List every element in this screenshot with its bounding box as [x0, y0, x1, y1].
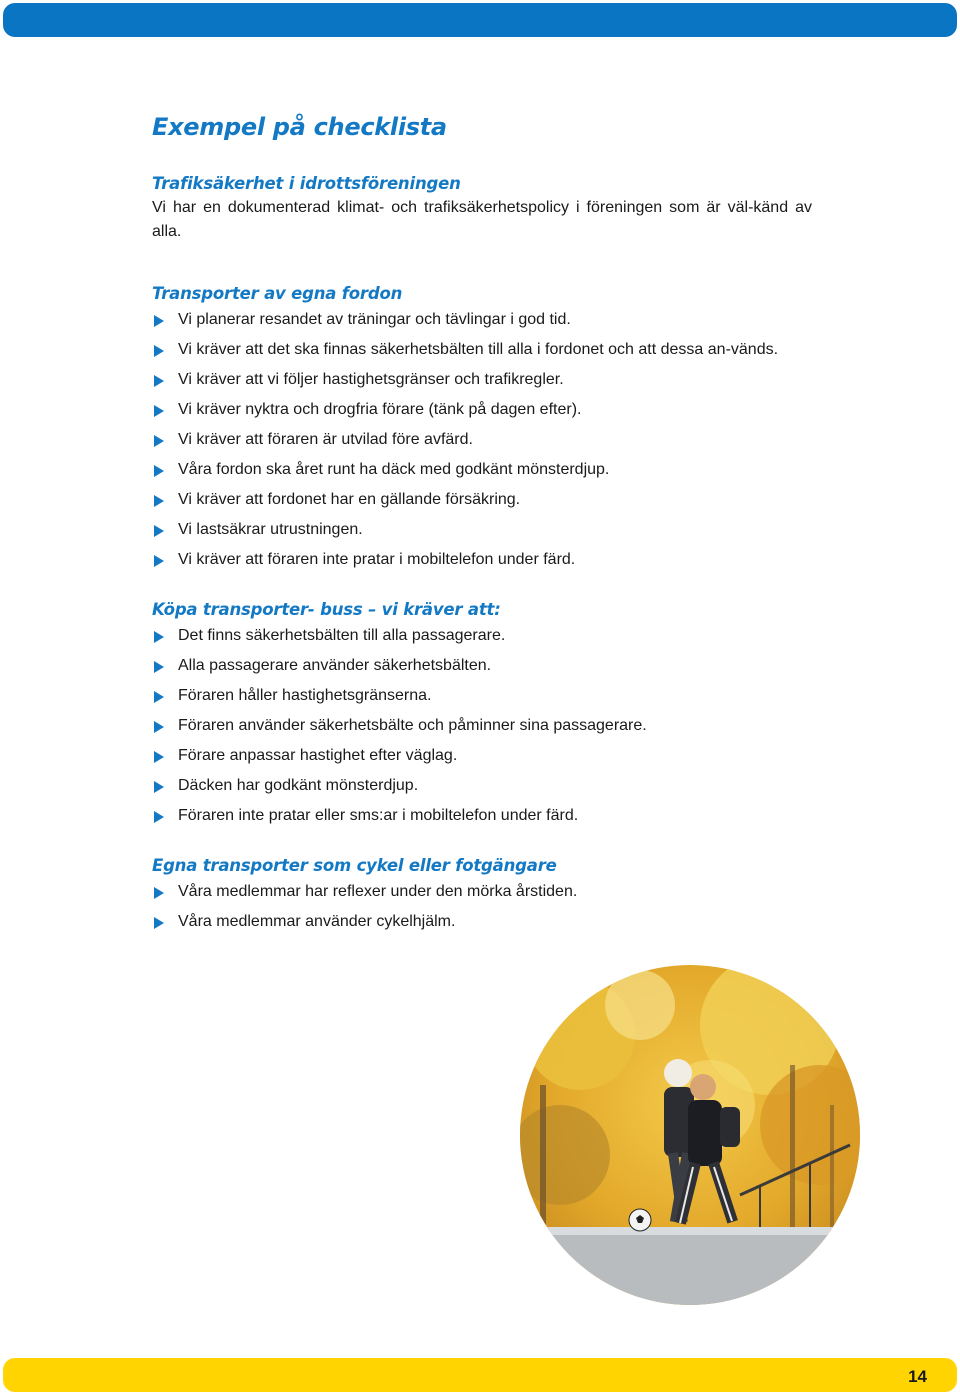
checklist — [152, 308, 812, 572]
triangle-arrow-icon — [154, 495, 164, 507]
section-own-vehicles — [152, 282, 812, 572]
triangle-arrow-icon — [154, 465, 164, 477]
list-item: Våra medlemmar har reflexer under den mörka årstiden. — [152, 880, 812, 904]
section-heading: Egna transporter som cykel eller fotgängare — [152, 856, 557, 875]
triangle-arrow-icon — [154, 435, 164, 447]
list-item: Vi kräver nyktra och drogfria förare (tänk på dagen efter). — [152, 398, 812, 422]
triangle-arrow-icon — [154, 661, 164, 673]
list-item: Det finns säkerhetsbälten till alla passagerare. — [152, 624, 812, 648]
list-item: Föraren inte pratar eller sms:ar i mobiltelefon under färd. — [152, 804, 812, 828]
section-heading: Transporter av egna fordon — [152, 284, 403, 303]
triangle-arrow-icon — [154, 751, 164, 763]
list-item: Vi kräver att fordonet har en gällande försäkring. — [152, 488, 812, 512]
triangle-arrow-icon — [154, 811, 164, 823]
list-item: Vi kräver att föraren inte pratar i mobiltelefon under färd. — [152, 548, 812, 572]
triangle-arrow-icon — [154, 405, 164, 417]
list-item: Vi kräver att föraren är utvilad före avfärd. — [152, 428, 812, 452]
triangle-arrow-icon — [154, 691, 164, 703]
triangle-arrow-icon — [154, 781, 164, 793]
section-policy — [152, 172, 812, 244]
triangle-arrow-icon — [154, 375, 164, 387]
autumn-walk-photo — [520, 965, 860, 1305]
bottom-banner-bar — [3, 1358, 957, 1392]
list-item: Föraren håller hastighetsgränserna. — [152, 684, 812, 708]
list-item: Förare anpassar hastighet efter väglag. — [152, 744, 812, 768]
triangle-arrow-icon — [154, 721, 164, 733]
triangle-arrow-icon — [154, 315, 164, 327]
list-item: Vi planerar resandet av träningar och tävlingar i god tid. — [152, 308, 812, 332]
list-item: Vi lastsäkrar utrustningen. — [152, 518, 812, 542]
top-banner-bar — [3, 3, 957, 37]
section-heading: Trafiksäkerhet i idrottsföreningen — [152, 174, 461, 193]
list-item: Däcken har godkänt mönsterdjup. — [152, 774, 812, 798]
list-item: Våra fordon ska året runt ha däck med godkänt mönsterdjup. — [152, 458, 812, 482]
triangle-arrow-icon — [154, 917, 164, 929]
page-title: Exempel på checklista — [152, 113, 447, 141]
list-item: Alla passagerare använder säkerhetsbälten. — [152, 654, 812, 678]
page-number: 14 — [908, 1367, 927, 1386]
checklist — [152, 624, 812, 828]
list-item: Vi kräver att vi följer hastighetsgränser och trafikregler. — [152, 368, 812, 392]
triangle-arrow-icon — [154, 887, 164, 899]
list-item: Vi kräver att det ska finnas säkerhetsbälten till alla i fordonet och att dessa an-vänds. — [152, 338, 812, 362]
section-cyclists-pedestrians — [152, 854, 812, 934]
triangle-arrow-icon — [154, 555, 164, 567]
page-content — [152, 110, 812, 960]
triangle-arrow-icon — [154, 345, 164, 357]
checklist — [152, 880, 812, 934]
list-item: Våra medlemmar använder cykelhjälm. — [152, 910, 812, 934]
list-item: Föraren använder säkerhetsbälte och påminner sina passagerare. — [152, 714, 812, 738]
triangle-arrow-icon — [154, 525, 164, 537]
section-heading: Köpa transporter- buss – vi kräver att: — [152, 600, 501, 619]
section-paragraph: Vi har en dokumenterad klimat- och trafiksäkerhetspolicy i föreningen som är väl-känd av alla. — [152, 199, 812, 240]
section-bus-transport — [152, 598, 812, 828]
triangle-arrow-icon — [154, 631, 164, 643]
